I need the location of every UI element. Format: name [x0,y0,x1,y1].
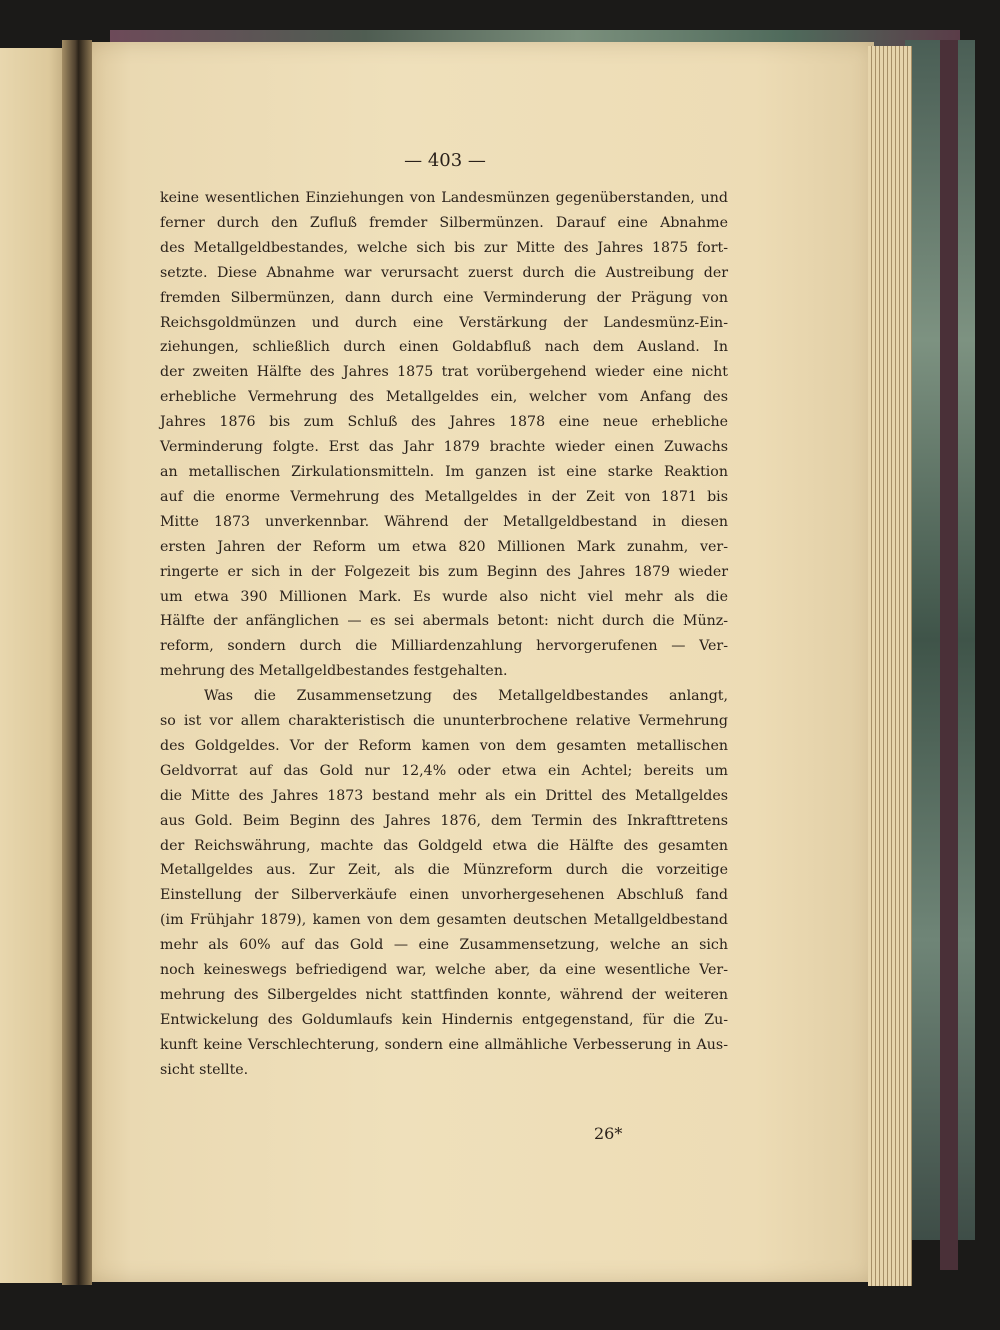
text-line: Was die Zusammensetzung des Metallgeldbestandes anlangt, [204,688,728,705]
text-line: des Metallgeldbestandes, welche sich bis zur Mitte des Jahres 1875 fort- [160,239,728,256]
book-gutter [62,40,92,1285]
text-line: auf die enorme Vermehrung des Metallgeldes in der Zeit von 1871 bis [160,488,728,505]
text-line: ersten Jahren der Reform um etwa 820 Millionen Mark zunahm, ver- [160,538,728,555]
text-line: aus Gold. Beim Beginn des Jahres 1876, dem Termin des Inkrafttretens [160,812,728,829]
text-line: reform, sondern durch die Milliardenzahlung hervorgerufenen — Ver- [160,638,728,655]
text-line: ferner durch den Zufluß fremder Silbermünzen. Darauf eine Abnahme [160,214,728,231]
text-line: keine wesentlichen Einziehungen von Landesmünzen gegenüberstanden, und [160,190,728,206]
text-line: die Mitte des Jahres 1873 bestand mehr als ein Drittel des Metallgeldes [160,787,728,804]
text-line: sicht stellte. [160,1061,249,1078]
text-line: erhebliche Vermehrung des Metallgeldes ein, welcher vom Anfang des [160,389,728,406]
text-line: noch keineswegs befriedigend war, welche aber, da eine wesentliche Ver- [160,962,728,979]
book-spine-band [940,40,958,1270]
text-line: des Goldgeldes. Vor der Reform kamen von dem gesamten metallischen [160,737,728,754]
signature-mark: 26* [594,1124,623,1143]
text-line: Hälfte der anfänglichen — es sei abermals betont: nicht durch die Münz- [160,613,728,630]
text-line: kunft keine Verschlechterung, sondern eine allmähliche Verbesserung in Aus- [160,1036,728,1053]
text-line: Metallgeldes aus. Zur Zeit, als die Münzreform durch die vorzeitige [160,862,728,879]
text-line: ziehungen, schließlich durch einen Goldabfluß nach dem Ausland. In [160,339,728,356]
text-line: setzte. Diese Abnahme war verursacht zuerst durch die Austreibung der [160,264,728,281]
paragraph-1 [160,186,728,684]
text-line: der zweiten Hälfte des Jahres 1875 trat vorübergehend wieder eine nicht [160,364,728,381]
text-line: an metallischen Zirkulationsmitteln. Im ganzen ist eine starke Reaktion [160,463,728,480]
text-line: Reichsgoldmünzen und durch eine Verstärkung der Landesmünz-Ein- [160,314,728,331]
text-line: ringerte er sich in der Folgezeit bis zum Beginn des Jahres 1879 wieder [160,563,728,580]
text-line: so ist vor allem charakteristisch die ununterbrochene relative Vermehrung [160,713,728,730]
text-line: (im Frühjahr 1879), kamen von dem gesamten deutschen Metallgeldbestand [160,912,728,929]
body-text [160,186,728,1083]
text-line: Entwickelung des Goldumlaufs kein Hindernis entgegenstand, für die Zu- [160,1011,728,1028]
paragraph-2 [160,684,728,1083]
text-line: Mitte 1873 unverkennbar. Während der Metallgeldbestand in diesen [160,513,728,530]
text-line: Einstellung der Silberverkäufe einen unvorhergesehenen Abschluß fand [160,887,728,904]
page-edges [868,46,912,1286]
page-number: — 403 — [404,150,486,171]
text-line: mehrung des Metallgeldbestandes festgehalten. [160,663,508,680]
text-line: Geldvorrat auf das Gold nur 12,4% oder etwa ein Achtel; bereits um [160,762,728,779]
text-line: Jahres 1876 bis zum Schluß des Jahres 1878 eine neue erhebliche [160,414,728,431]
text-line: mehrung des Silbergeldes nicht stattfinden konnte, während der weiteren [160,987,728,1003]
text-line: mehr als 60% auf das Gold — eine Zusammensetzung, welche an sich [160,937,728,954]
text-line: um etwa 390 Millionen Mark. Es wurde also nicht viel mehr als die [160,588,728,605]
left-page-sliver [0,48,70,1283]
text-line: fremden Silbermünzen, dann durch eine Verminderung der Prägung von [160,289,728,306]
text-line: Verminderung folgte. Erst das Jahr 1879 brachte wieder einen Zuwachs [160,439,728,456]
text-line: der Reichswährung, machte das Goldgeld etwa die Hälfte des gesamten [160,837,728,854]
